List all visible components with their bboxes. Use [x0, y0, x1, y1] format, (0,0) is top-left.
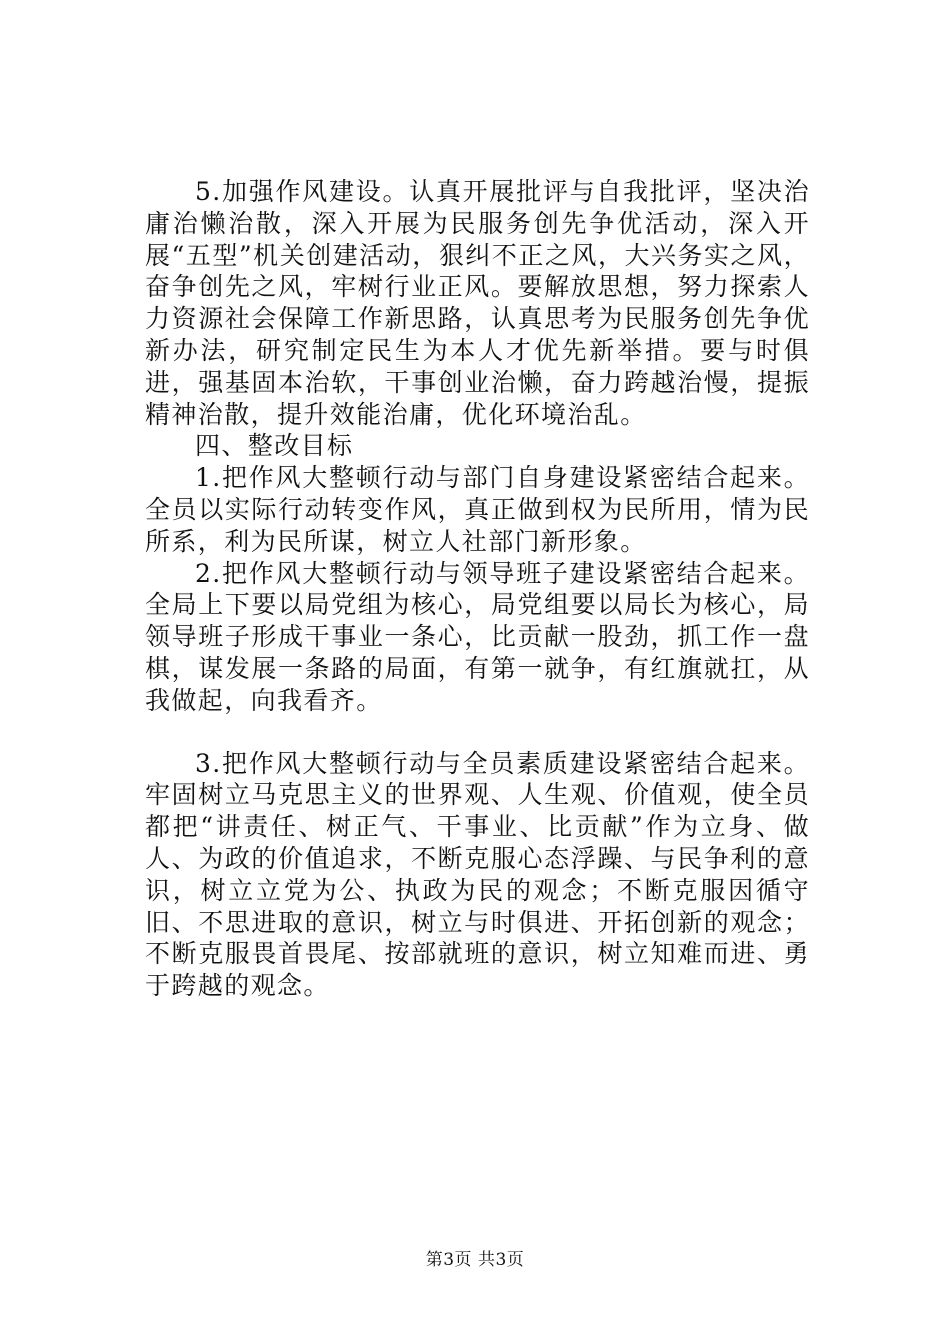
paragraph-style-building: 5.加强作风建设。认真开展批评与自我批评，坚决治庸治懒治散，深入开展为民服务创先争优活动，深入开展“五型”机关创建活动，狠纠不正之风，大兴务实之风，奋争创先之风，牢树行业正风。要解放思想，努力探索人力资源社会保障工作新思路，认真思考为民服务创先争优新办法，研究制定民生为本人才优先新举措。要与时俱进，强基固本治软，干事创业治懒，奋力跨越治慢，提振精神治散，提升效能治庸，优化环境治乱。: [145, 177, 810, 429]
document-body: [145, 176, 810, 1002]
section-heading-rectification-goals: 四、整改目标: [195, 431, 354, 461]
page-footer: 第3页 共3页: [425, 1250, 525, 1270]
paragraph-goal-2: 2.把作风大整顿行动与领导班子建设紧密结合起来。全局上下要以局党组为核心，局党组要以局长为核心，局领导班子形成干事业一条心，比贡献一股劲，抓工作一盘棋，谋发展一条路的局面，有第一就争，有红旗就扛，从我做起，向我看齐。: [145, 558, 810, 715]
paragraph-goal-3: 3.把作风大整顿行动与全员素质建设紧密结合起来。牢固树立马克思主义的世界观、人生观、价值观，使全员都把“讲责任、树正气、干事业、比贡献”作为立身、做人、为政的价值追求，不断克服心态浮躁、与民争利的意识，树立立党为公、执政为民的观念；不断克服因循守旧、不思进取的意识，树立与时俱进、开拓创新的观念；不断克服畏首畏尾、按部就班的意识，树立知难而进、勇于跨越的观念。: [145, 748, 810, 1001]
paragraph-goal-1: 1.把作风大整顿行动与部门自身建设紧密结合起来。全员以实际行动转变作风，真正做到权为民所用，情为民所系，利为民所谋，树立人社部门新形象。: [145, 463, 810, 556]
